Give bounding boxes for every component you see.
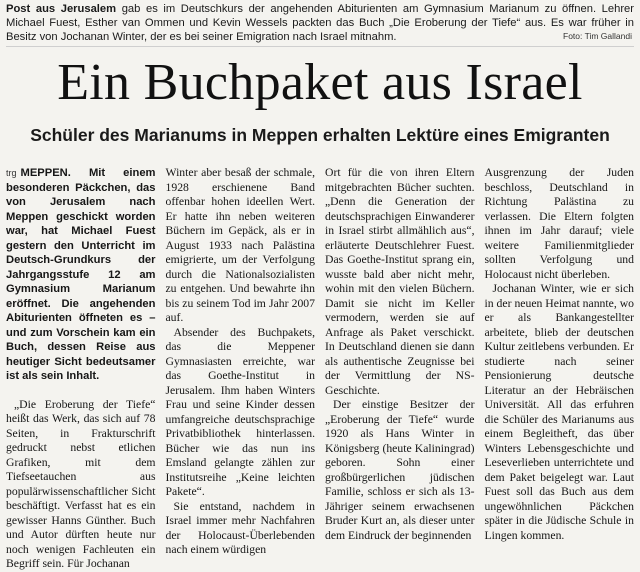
paragraph: Winter aber besaß der schmale, 1928 erschienene Band offenbar hohen ideellen Wert. Er hatte ihn neben weiteren Büchern im Gepäck, als er in August 1933 nach Palästina emigrierte, um der Verfolgung durch die Nationalsozialisten zu entgehen. Und bewahrte ihn bis zu seinem Tod im Jahr 2007 auf. [165,166,315,324]
lead-text: MEPPEN. Mit einem besonderen Päckchen, das von Jerusalem nach Meppen geschickt worden war, hat Michael Fuest gestern den Unterricht im Deutsch-Grundkurs der Jahrgangsstufe 12 am Gymnasium Marianum eröffnet. Die angehenden Abiturienten öffneten es – und zum Vorschein kam ein Buch, dessen Reise aus heutiger Sicht bedeutsamer ist als sein Inhalt. [6,167,156,382]
article-column-1 [6,166,156,570]
paragraph: Absender des Buchpakets, das die Meppener Gymnasiasten erreichte, war das Goethe-Institut in Jerusalem. Ihm haben Winters Frau und seine Kinder dessen umfangreiche deutschsprachige Privatbibliothek hinterlassen. Bücher wie das nun ins Emsland gelangte zählen zur Institutsreihe „Keine leichten Pakete“. [165,325,315,498]
caption-text: gab es im Deutschkurs der angehenden Abiturienten am Gymnasium Marianum zu öffnen. Lehrer Michael Fuest, Esther van Ommen und Kevin Wessels packten das Buch „Die Eroberung der Tiefe“ aus. Es war früher in Besitz von Jochanan Winter, der es bei seiner Emigration nach Israel mitnahm. [6,3,635,43]
paragraph: Jochanan Winter, wie er sich in der neuen Heimat nannte, wo er als Bankangestellter arbeitete, blieb der deutschen Kultur zeitlebens verbunden. Er studierte nach seiner Pensionierung deutsche Literatur an der Hebräischen Universität. All das erfuhren die Schüler des Marianums aus einem Begleitheft, das über Winters Lebensgeschichte und Leseverlieben unterrichtete und dem Paket beigelegt war. Laut Fuest soll das Buch aus dem ungewöhnlichen Päckchen später in die Jüdische Schule in Lingen kommen. [484,282,634,542]
paragraph: Der einstige Besitzer der „Eroberung der Tiefe“ wurde 1920 als Hans Winter in Königsberg (heute Kaliningrad) geboren. Sohn einer großbürgerlichen jüdischen Familie, schloss er sich als 13-Jähriger seinem erwachsenen Bruder Kurt an, als dieser unter dem Eindruck der beginnenden [325,398,475,542]
caption-lead: Post aus Jerusalem [6,3,117,15]
divider [6,46,634,47]
author-tag: trg [6,168,17,178]
article-column-4 [484,166,635,542]
article-subheadline: Schüler des Marianums in Meppen erhalten Lektüre eines Emigranten [30,125,610,145]
article-lead [6,166,156,384]
article-column-3 [325,166,475,542]
article-body [6,166,634,570]
article-headline: Ein Buchpaket aus Israel [57,54,583,111]
photo-caption [6,2,634,44]
article-column-2 [165,166,316,556]
photo-credit: Foto: Tim Gallandi [563,31,632,41]
paragraph: Sie entstand, nachdem in Israel immer mehr Nachfahren der Holocaust-Überlebenden nach einem würdigen [165,499,315,556]
paragraph: „Die Eroberung der Tiefe“ heißt das Werk, das sich auf 78 Seiten, in Frakturschrift gedruckt nebst etlichen Grafiken, mit dem Tiefseetauchen aus populärwissenschaftlicher Sicht beschäftigt. Verfasst hat es ein gewisser Hanns Günther. Buch und Autor dürften heute nur noch wenigen Fachleuten ein Begriff sein. Für Jochanan [6,397,156,570]
paragraph: Ort für die von ihren Eltern mitgebrachten Bücher suchten. „Denn die Generation der deutschsprachigen Einwanderer in Israel stirbt allmählich aus“, erläuterte Deutschlehrer Fuest. Das Goethe-Institut sprang ein, wusste bald aber nicht mehr, wohin mit den vielen Büchern. Damit sie nicht im Keller vermodern, werden sie auf Anfrage als Paket verschickt. In Deutschland dienen sie dann als authentische Zeugnisse bei der Vermittlung der NS-Geschichte. [325,166,475,397]
paragraph: Ausgrenzung der Juden beschloss, Deutschland in Richtung Palästina zu verlassen. Die Eltern folgten ihnen im Jahr darauf; viele weitere Familienmitglieder sollten Verfolgung und Holocaust nicht überleben. [484,166,634,281]
